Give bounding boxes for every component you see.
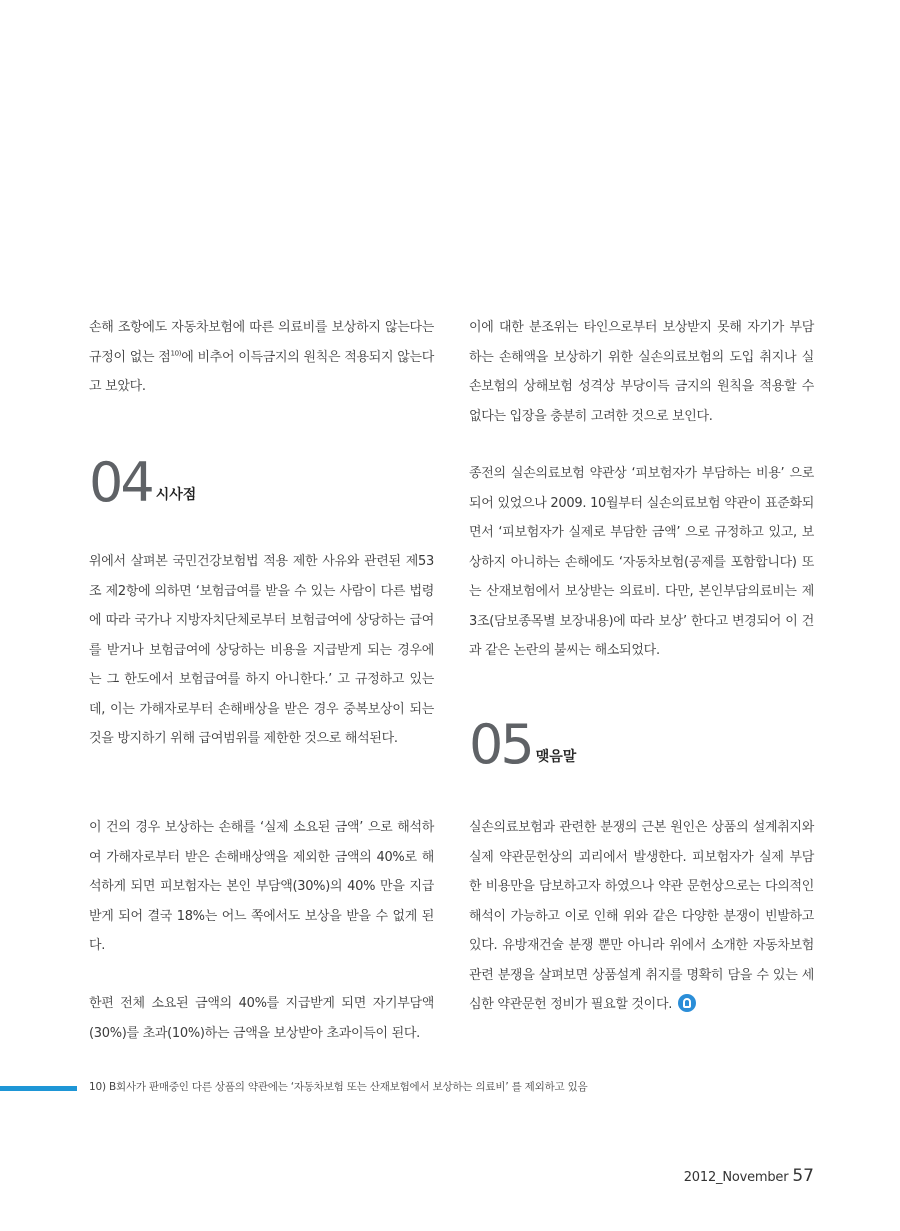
footnote-ref[interactable]: 10) [170, 349, 182, 358]
section-05-heading [469, 713, 577, 778]
magazine-end-mark-icon [678, 994, 696, 1012]
issue-label: 2012_November [683, 1170, 789, 1185]
footnote-accent-bar [0, 1086, 77, 1091]
left-paragraph-1: 손해 조항에도 자동차보험에 따른 의료비를 보상하지 않는다는 규정이 없는 점$^{10)}$에 비추어 이득금지의 원칙은 적용되지 않는다고 보았다. [89, 320, 434, 394]
right-paragraph-2: 종전의 실손의료보험 약관상 ‘피보험자가 부담하는 비용’ 으로 되어 있었으나 2009. 10월부터 실손의료보험 약관이 표준화되면서 ‘피보험자가 실제로 부담한 금액’ 으로 규정하고 있고, 보상하지 아니하는 손해에도 ‘자동차보험(공제를 포함합니다) 또는 산재보험에서 보상받는 의료비. 다만, 본인부담의료비는 제3조(담보종목별 보장내용)에 따라 보상’ 한다고 변경되어 이 건과 같은 논란의 불씨는 해소되었다. [469, 466, 814, 658]
section-04-heading [89, 451, 197, 516]
section-number: 05 [469, 713, 532, 776]
section-title: 시사점 [155, 487, 197, 503]
footnote-text: 10) B회사가 판매중인 다른 상품의 약관에는 ‘자동차보험 또는 산재보험에서 보상하는 의료비’ 를 제외하고 있음 [89, 1081, 588, 1093]
right-paragraph-1: 이에 대한 분조위는 타인으로부터 보상받지 못해 자기가 부담하는 손해액을 보상하기 위한 실손의료보험의 도입 취지나 실손보험의 상해보험 성격상 부당이득 금지의 원칙을 적용할 수 없다는 입장을 충분히 고려한 것으로 보인다. [469, 320, 814, 424]
left-paragraph-2: 위에서 살펴본 국민건강보험법 적용 제한 사유와 관련된 제53조 제2항에 의하면 ‘보험급여를 받을 수 있는 사람이 다른 법령에 따라 국가나 지방자치단체로부터 보험급여에 상당하는 급여를 받거나 보험급여에 상당하는 비용을 지급받게 되는 경우에는 그 한도에서 보험급여를 하지 아니한다.’ 고 규정하고 있는데, 이는 가해자로부터 손해배상을 받은 경우 중복보상이 되는 것을 방지하기 위해 급여범위를 제한한 것으로 해석된다. [89, 554, 434, 746]
section-number: 04 [89, 451, 152, 514]
left-paragraph-3: 이 건의 경우 보상하는 손해를 ‘실제 소요된 금액’ 으로 해석하여 가해자로부터 받은 손해배상액을 제외한 금액의 40%로 해석하게 되면 피보험자는 본인 부담액(30%)의 40% 만을 지급받게 되어 결국 18%는 어느 쪽에서도 보상을 받을 수 없게 된다. [89, 820, 434, 953]
right-paragraph-3: 실손의료보험과 관련한 분쟁의 근본 원인은 상품의 설계취지와 실제 약관문헌상의 괴리에서 발생한다. 피보험자가 실제 부담한 비용만을 담보하고자 하였으나 약관 문헌상으로는 다의적인 해석이 가능하고 이로 인해 위와 같은 다양한 분쟁이 빈발하고 있다. 유방재건술 분쟁 뿐만 아니라 위에서 소개한 자동차보험 관련 분쟁을 살펴보면 상품설계 취지를 명확히 담을 수 있는 세심한 약관문헌 정비가 필요할 것이다. [469, 820, 814, 1012]
left-paragraph-4: 한편 전체 소요된 금액의 40%를 지급받게 되면 자기부담액(30%)를 초과(10%)하는 금액을 보상받아 초과이득이 된다. [89, 996, 434, 1041]
page-number: 57 [792, 1166, 814, 1186]
page-footer [684, 1166, 814, 1186]
section-title: 맺음말 [535, 749, 577, 765]
